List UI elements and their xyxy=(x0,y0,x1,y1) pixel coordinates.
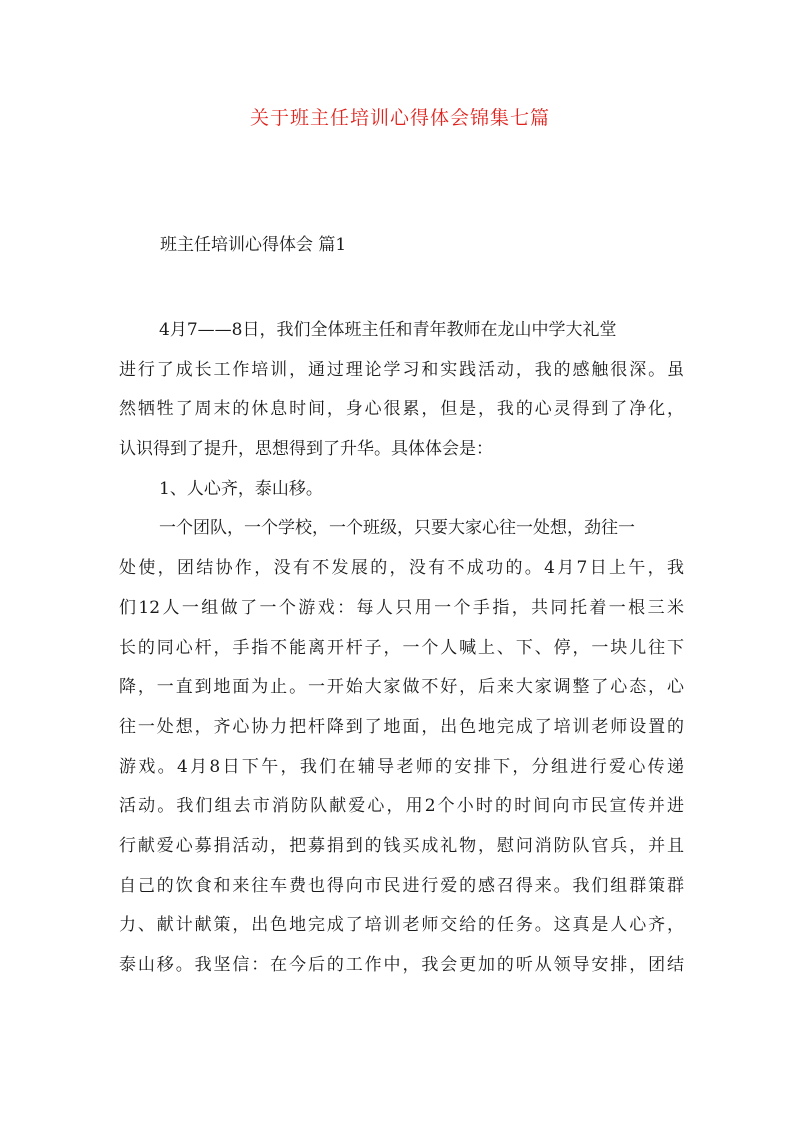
text-line: 活动。我们组去市消防队献爱心，用2个小时的时间向市民宣传并进 xyxy=(119,796,684,817)
text-line: 降，一直到地面为止。一开始大家做不好，后来大家调整了心态，心 xyxy=(119,677,684,698)
text-line: 行献爱心募捐活动，把募捐到的钱买成礼物，慰问消防队官兵，并且 xyxy=(119,835,684,856)
text-line: 们12人一组做了一个游戏：每人只用一个手指，共同托着一根三米 xyxy=(119,597,684,618)
text-line: 自己的饮食和来往车费也得向市民进行爱的感召得来。我们组群策群 xyxy=(119,875,684,896)
section-heading: 班主任培训心得体会 篇1 xyxy=(160,235,347,255)
text-line: 然牺牲了周末的休息时间，身心很累，但是，我的心灵得到了净化， xyxy=(119,399,684,420)
text-line: 泰山移。我坚信：在今后的工作中，我会更加的听从领导安排，团结 xyxy=(119,955,684,975)
list-heading: 1、人心齐，泰山移。 xyxy=(159,478,323,499)
text-line: 游戏。4月8日下午，我们在辅导老师的安排下，分组进行爱心传递 xyxy=(119,756,684,777)
text-line: 一个团队，一个学校，一个班级，只要大家心往一处想，劲往一 xyxy=(159,518,635,539)
text-line: 力、献计献策，出色地完成了培训老师交给的任务。这真是人心齐， xyxy=(119,915,684,936)
text-line: 往一处想，齐心协力把杆降到了地面，出色地完成了培训老师设置的 xyxy=(119,716,684,737)
text-line: 4月7——8日，我们全体班主任和青年教师在龙山中学大礼堂 xyxy=(159,320,617,340)
body-text xyxy=(119,315,684,990)
text-line: 认识得到了提升，思想得到了升华。具体体会是： xyxy=(119,439,493,460)
text-line: 进行了成长工作培训，通过理论学习和实践活动，我的感触很深。虽 xyxy=(119,359,684,380)
text-line: 处使，团结协作，没有不发展的，没有不成功的。4月7日上午，我 xyxy=(119,558,684,579)
document-title: 关于班主任培训心得体会锦集七篇 xyxy=(249,107,550,129)
text-line: 长的同心杆，手指不能离开杆子，一个人喊上、下、停，一块儿往下 xyxy=(119,637,684,658)
